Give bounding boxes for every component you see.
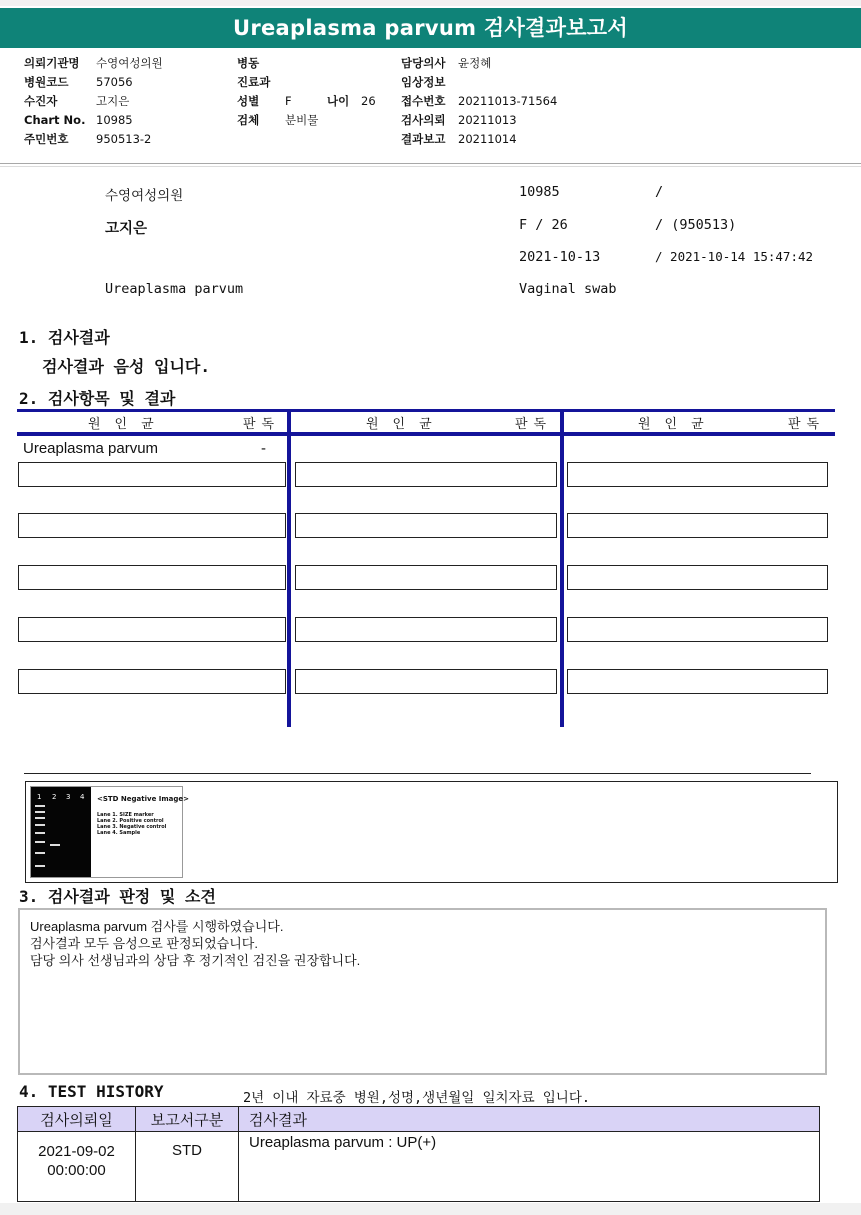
info-label: 검체 <box>237 113 260 127</box>
info-label: 담당의사 <box>401 56 446 70</box>
history-date: 2021-09-02 <box>38 1143 115 1160</box>
header-row-reported <box>401 130 557 149</box>
header-row-ward <box>237 54 376 73</box>
info-value: 26 <box>361 94 376 108</box>
history-table <box>17 1106 820 1202</box>
findings-box <box>18 908 827 1075</box>
header-row-hospital-code <box>24 73 163 92</box>
grid-top-line <box>17 409 835 412</box>
info-label: 접수번호 <box>401 94 446 108</box>
header-row-patient <box>24 92 163 111</box>
header-info-right <box>401 54 557 149</box>
info-value: 20211013 <box>458 113 517 127</box>
organism-name: Ureaplasma parvum <box>23 440 159 457</box>
info-value: 950513-2 <box>96 132 152 146</box>
info-value: 10985 <box>96 113 133 127</box>
summary-specimen: Vaginal swab <box>519 281 617 297</box>
history-header-type: 보고서구분 <box>136 1107 239 1132</box>
info-value: 수영여성의원 <box>96 56 163 70</box>
section-1-result: 검사결과 음성 입니다. <box>42 357 211 376</box>
grid-divider-1 <box>287 409 291 727</box>
empty-cell <box>295 565 557 590</box>
info-value: 57056 <box>96 75 133 89</box>
header-row-chart-no <box>24 111 163 130</box>
empty-cell <box>295 669 557 694</box>
history-date-cell <box>18 1132 136 1202</box>
info-value: F <box>285 94 292 108</box>
grid-header-line <box>17 432 835 436</box>
history-header-result: 검사결과 <box>239 1107 820 1132</box>
empty-cell <box>18 617 286 642</box>
organism-result: - <box>261 440 266 457</box>
summary-slash: / <box>655 184 664 200</box>
report-title: Ureaplasma parvum 검사결과보고서 <box>0 8 861 48</box>
empty-cell <box>567 669 828 694</box>
image-top-rule <box>24 773 811 774</box>
header-row-dept <box>237 73 376 92</box>
info-label: 검사의뢰 <box>401 113 446 127</box>
lane-number: 2 <box>52 793 57 801</box>
marker-band <box>35 832 45 834</box>
summary-patient: 고지은 <box>105 221 148 237</box>
info-value: 분비물 <box>285 113 319 127</box>
history-time: 00:00:00 <box>47 1162 106 1179</box>
info-label: 의뢰기관명 <box>24 56 80 70</box>
gel-legend-item: Lane 1. SIZE marker <box>97 812 154 818</box>
grid-header-organism-3: 원인균 <box>638 417 718 432</box>
history-note: 2년 이내 자료중 병원,성명,생년월일 일치자료 입니다. <box>243 1090 591 1106</box>
header-info-middle <box>237 54 376 130</box>
summary-hospital: 수영여성의원 <box>105 188 184 204</box>
header-row-specimen <box>237 111 376 130</box>
empty-cell <box>567 617 828 642</box>
info-label: 진료과 <box>237 75 271 89</box>
gel-legend-item: Lane 3. Negative control <box>97 824 167 830</box>
summary-request-date: 2021-10-13 <box>519 249 601 265</box>
empty-cell <box>567 513 828 538</box>
marker-band <box>35 841 45 843</box>
info-label: 병원코드 <box>24 75 69 89</box>
summary-chart-no: 10985 <box>519 184 560 200</box>
history-header-row <box>18 1107 820 1132</box>
top-strip <box>0 0 861 6</box>
lane-number: 1 <box>37 793 42 801</box>
gel-legend-item: Lane 4. Sample <box>97 830 141 836</box>
section-4-title: 4. TEST HISTORY <box>19 1082 164 1101</box>
info-label: 임상정보 <box>401 75 446 89</box>
summary-sex-age: F / 26 <box>519 217 568 233</box>
gel-legend-item: Lane 2. Positive control <box>97 818 164 824</box>
section-3-title: 3. 검사결과 판정 및 소견 <box>19 887 216 906</box>
header-row-clinical <box>401 73 557 92</box>
gel-lanes <box>31 787 91 877</box>
info-value: 20211013-71564 <box>458 94 558 108</box>
header-row-institution <box>24 54 163 73</box>
finding-line: Ureaplasma parvum 검사를 시행하였습니다. <box>30 919 284 934</box>
header-divider-shadow <box>0 166 861 167</box>
summary-test-name: Ureaplasma parvum <box>105 281 244 297</box>
gel-title: <STD Negative Image> <box>97 795 190 803</box>
lane-number: 4 <box>80 793 85 801</box>
gel-image <box>30 786 190 878</box>
marker-band <box>35 852 45 854</box>
history-header-date: 검사의뢰일 <box>18 1107 136 1132</box>
finding-line: 담당 의사 선생님과의 상담 후 정기적인 검진을 권장합니다. <box>30 953 361 968</box>
lane-number: 3 <box>66 793 71 801</box>
info-label: 병동 <box>237 56 260 70</box>
empty-cell <box>567 565 828 590</box>
header-info-left <box>24 54 163 149</box>
info-label: 나이 <box>327 94 350 108</box>
summary-birth: / (950513) <box>655 217 737 233</box>
grid-header-organism-1: 원인균 <box>88 417 168 432</box>
grid-header-organism-2: 원인균 <box>366 417 446 432</box>
section-2-title: 2. 검사항목 및 결과 <box>19 389 176 408</box>
info-value: 윤정혜 <box>458 56 492 70</box>
section-1-title: 1. 검사결과 <box>19 328 110 347</box>
marker-band <box>35 865 45 867</box>
empty-cell <box>295 513 557 538</box>
header-row-sex-age <box>237 92 376 111</box>
marker-band <box>35 824 45 826</box>
header-divider <box>0 163 861 164</box>
info-value: 고지은 <box>96 94 130 108</box>
empty-cell <box>18 462 286 487</box>
info-label: Chart No. <box>24 113 86 127</box>
bottom-strip <box>0 1203 861 1215</box>
header-row-resident-no <box>24 130 163 149</box>
info-label: 주민번호 <box>24 132 69 146</box>
positive-control-band <box>50 844 60 846</box>
header-row-requested <box>401 111 557 130</box>
grid-divider-2 <box>560 409 564 727</box>
summary-report-datetime: / 2021-10-14 15:47:42 <box>655 249 814 264</box>
history-result: Ureaplasma parvum : UP(+) <box>239 1132 820 1202</box>
empty-cell <box>18 513 286 538</box>
finding-line: 검사결과 모두 음성으로 판정되었습니다. <box>30 936 258 951</box>
empty-cell <box>567 462 828 487</box>
empty-cell <box>295 462 557 487</box>
info-value: 20211014 <box>458 132 517 146</box>
empty-cell <box>18 669 286 694</box>
history-type: STD <box>136 1132 239 1202</box>
grid-header-result-1: 판독 <box>243 417 281 432</box>
grid-header-result-2: 판독 <box>515 417 553 432</box>
empty-cell <box>18 565 286 590</box>
marker-band <box>35 805 45 807</box>
empty-cell <box>295 617 557 642</box>
marker-band <box>35 817 45 819</box>
info-label: 성별 <box>237 94 260 108</box>
marker-band <box>35 811 45 813</box>
header-row-doctor <box>401 54 557 73</box>
header-row-receipt <box>401 92 557 111</box>
info-label: 수진자 <box>24 94 58 108</box>
info-label: 결과보고 <box>401 132 446 146</box>
history-row <box>18 1132 820 1202</box>
grid-header-result-3: 판독 <box>788 417 826 432</box>
